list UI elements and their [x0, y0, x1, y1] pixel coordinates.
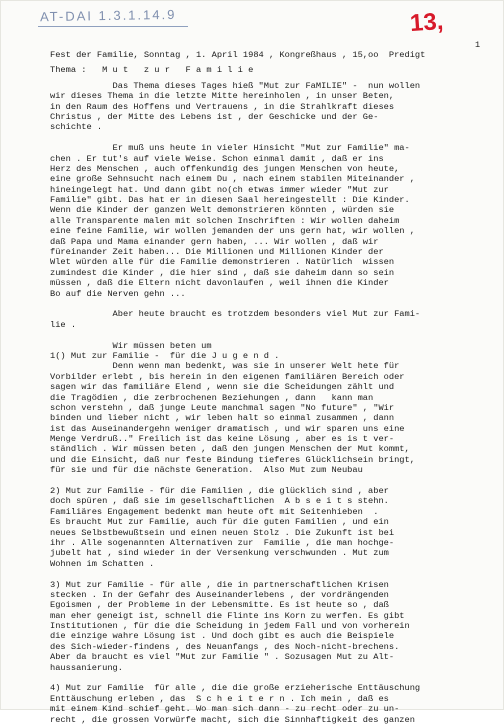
thema-line: Thema : M u t z u r F a m i l i e	[50, 65, 254, 76]
text-line: Egoismen , der Probleme in der Lebensmitte. Es ist heute so , daß	[50, 600, 389, 611]
stamp-underline	[38, 26, 188, 27]
paragraph	[50, 486, 482, 569]
text-line: füreinander Zeit haben... Die Millionen und Millionen Kinder der	[50, 247, 384, 258]
paragraph-gap	[50, 330, 482, 340]
text-line: man eher geneigt ist, schnell die Flinte ins Korn zu werfen. Es gibt	[50, 610, 405, 621]
text-line: müssen , daß die Eltern nicht davonlaufen , weil ihnen die Kinder	[50, 278, 389, 289]
text-line: zumindest die Kinder , die hier sind , daß sie daheim dann so sein	[50, 267, 395, 278]
text-line: Aber heute braucht es trotzdem besonders viel Mut zur Fami-	[50, 309, 421, 320]
text-line: die Tragödien , die zerbrochenen Beziehungen , dann kann man	[50, 392, 374, 403]
paragraph-gap	[50, 476, 482, 486]
paragraph-gap	[50, 569, 482, 579]
text-line: die einzige wahre Lösung ist . Und doch gibt es auch die Beispiele	[50, 631, 395, 642]
text-line: neues Selbstbewußtsein und einen neuen Stolz . Die Zukunft ist bei	[50, 527, 395, 538]
paragraph	[50, 341, 482, 476]
document-body	[50, 50, 482, 725]
text-line: Herz des Menschen , auch offenkundig des jungen Menschen von heute,	[50, 163, 400, 174]
text-line: 2) Mut zur Familie - für die Familien , die glücklich sind , aber	[50, 486, 389, 497]
text-line: jubelt hat , sind wieder in der Versenkung verschwunden . Mut zum	[50, 548, 389, 559]
text-line: Wohnen im Schatten .	[50, 558, 155, 569]
text-line: stecken . In der Gefahr des Auseinanderlebens , der vordrängenden	[50, 589, 389, 600]
text-line: für sie und für die nächste Generation. Also Mut zum Neubau	[50, 465, 363, 476]
text-line: Wir müssen beten um	[50, 340, 212, 351]
text-line: eine feine Familie, wir wollen jemanden der uns gern hat, wir wollen ,	[50, 226, 415, 237]
text-line: Institutionen , für die die Scheidung in jedem Fall und von vorherein	[50, 621, 410, 632]
text-line: Bo auf die Nerven gehn ...	[50, 288, 186, 299]
paragraph	[50, 309, 482, 330]
text-line: Es braucht Mut zur Familie, auch für die guten Familien , und ein	[50, 517, 389, 528]
paragraph	[50, 580, 482, 674]
text-line: 1() Mut zur Familie - für die J u g e n d .	[50, 350, 280, 361]
page-number: 1	[475, 40, 481, 50]
text-line: wir dieses Thema in die letzte Mitte hereinholen , in unser Beten,	[50, 91, 395, 102]
text-line: Das Thema dieses Tages hieß "Mut zur FaMILIE" - nun wollen	[50, 80, 421, 91]
paragraph	[50, 81, 482, 133]
paragraph-gap	[50, 133, 482, 143]
text-line: Wlet würden alle für die Familie demonstrieren . Natürlich wissen	[50, 257, 395, 268]
text-line: haussanierung.	[50, 662, 123, 673]
text-line: ihr . Alle sogenannten Alternativen zur Familie , die man hochge-	[50, 537, 395, 548]
text-line: Menge Verdruß.." Freilich ist das keine Lösung , aber es is t ver-	[50, 434, 395, 445]
text-line: hineingelegt hat. Und dann gibt no(ch etwas immer wieder "Mut zur	[50, 184, 389, 195]
archive-stamp: AT-DAI 1.3.1.14.9	[39, 6, 177, 25]
text-line: Familiäres Engagement bedenkt man heute oft mit Seitenhieben .	[50, 506, 379, 517]
text-line: mit einem Kind schief geht. Wo man sich dann - zu recht oder zu un-	[50, 704, 400, 715]
folio-number: 13,	[409, 7, 445, 38]
text-line: daß Papa und Mama einander gern haben, ... Wir wollen , daß wir	[50, 236, 379, 247]
text-line: ist das Auseinandergehn weniger dramatisch , und wir sparen uns eine	[50, 423, 405, 434]
text-line: lie .	[50, 319, 77, 330]
text-line: Enttäuschung erleben , das S c h e i t e r n . Ich mein , daß es	[50, 693, 389, 704]
text-line: recht , die grossen Vorwürfe macht, sich die Sinnhaftigkeit des ganzen	[50, 714, 415, 725]
paragraph-gap	[50, 673, 482, 683]
text-line: Denn wenn man bedenkt, was sie in unserer Welt hete für	[50, 361, 400, 372]
text-line: 3) Mut zur Familie - für alle , die in partnerschaftlichen Krisen	[50, 579, 389, 590]
text-line: Vorbilder erlebt , bis herein in den eigenen familiären Bereich oder	[50, 371, 405, 382]
text-line: Wenn die Kinder der ganzen Welt demonstrieren könnten , würden sie	[50, 205, 395, 216]
text-line: eine große Sehnsucht nach einem Du , nach einem stabilen Miteinander ,	[50, 174, 415, 185]
paragraphs	[50, 81, 482, 725]
text-line: chen . Er tut's auf viele Weise. Schon einmal damit , daß er ins	[50, 153, 384, 164]
text-line: doch spüren , daß sie im gesellschaftlichen A b s e i t s stehn.	[50, 496, 389, 507]
text-line: ständlich . Wir müssen beten , daß den jungen Menschen der Mut kommt,	[50, 444, 410, 455]
text-line: des Sich-wieder-findens , des Neuanfangs , des Noch-nicht-brechens.	[50, 641, 400, 652]
text-line: Christus , der Mitte des Lebens ist , der Geschicke und der Ge-	[50, 111, 379, 122]
text-line: binden und lieber nicht , wir leben halt so einmal zusammen , dann	[50, 413, 395, 424]
text-line: Aber da braucht es viel "Mut zur Familie " . Sozusagen Mut zu Alt-	[50, 652, 395, 663]
text-line: alle Transparente malen mit solchen Inschriften : Wir wollen daheim	[50, 215, 400, 226]
text-line: schon verstehn , daß junge Leute manchmal sagen "No future" , "Wir	[50, 402, 395, 413]
header-line: Fest der Familie, Sonntag , 1. April 1984 , Kongreßhaus , 15,oo Predigt	[50, 50, 426, 60]
text-line: sagen wir das familiäre Elend , wenn sie die Scheidungen zählt und	[50, 382, 395, 393]
text-line: und die Einsicht, daß nur feste Bindung tieferes Glücklichsein bringt,	[50, 454, 415, 465]
text-line: Er muß uns heute in vieler Hinsicht "Mut zur Familie" ma-	[50, 143, 410, 154]
text-line: Familie" gibt. Das hat er in diesen Saal hereingestellt : Die Kinder.	[50, 195, 410, 206]
text-line: 4) Mut zur Familie für alle , die die große erzieherische Enttäuschung	[50, 683, 421, 694]
text-line: schichte .	[50, 122, 103, 133]
paragraph	[50, 683, 482, 725]
text-line: in den Raum des Hoffens und Vertrauens , in die Strahlkraft dieses	[50, 101, 395, 112]
paragraph	[50, 143, 482, 299]
paragraph-gap	[50, 299, 482, 309]
